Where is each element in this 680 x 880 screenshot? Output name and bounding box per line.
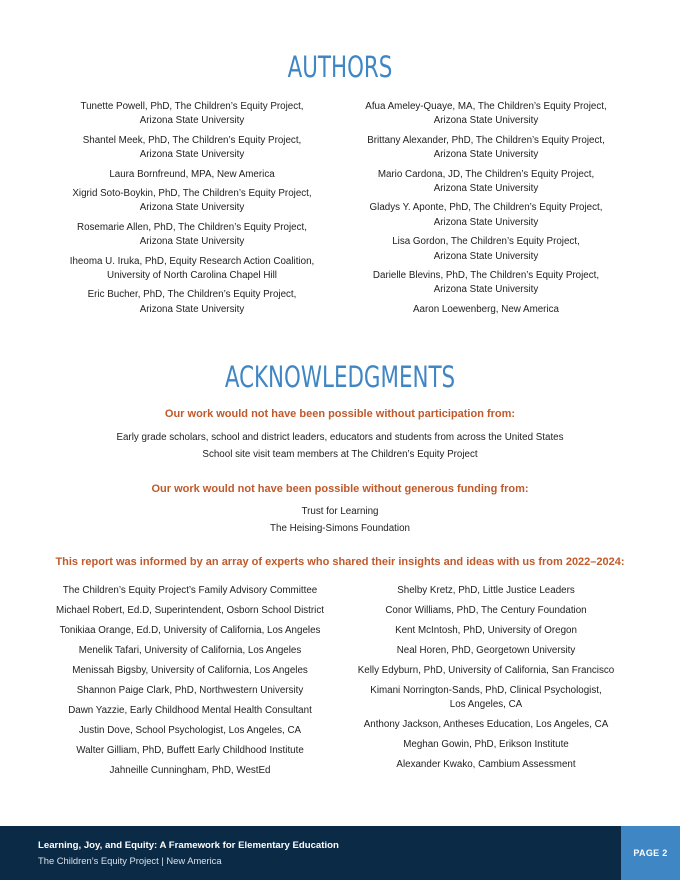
author-entry-line: Eric Bucher, PhD, The Children’s Equity Project,: [87, 289, 297, 301]
expert-entry: [336, 644, 636, 658]
expert-entry: [336, 718, 636, 732]
expert-entry: [336, 604, 636, 618]
expert-entry-line: Kelly Edyburn, PhD, University of California, San Francisco: [357, 665, 615, 676]
expert-entry-line: Kimani Norrington-Sands, PhD, Clinical Psychologist,: [370, 685, 602, 696]
expert-entry-line: Shannon Paige Clark, PhD, Northwestern University: [76, 685, 304, 696]
expert-entry-line: Michael Robert, Ed.D, Superintendent, Osborn School District: [56, 605, 324, 616]
expert-entry-line: Los Angeles, CA: [449, 699, 523, 710]
author-entry-line: University of North Carolina Chapel Hill: [107, 270, 277, 282]
funding-list: [0, 503, 680, 537]
expert-entry: [45, 704, 335, 718]
author-entry-line: Mario Cardona, JD, The Children’s Equity Project,: [377, 168, 595, 180]
author-entry-line: Gladys Y. Aponte, PhD, The Children’s Equity Project,: [369, 202, 603, 214]
expert-entry-line: Walter Gilliam, PhD, Buffett Early Childhood Institute: [76, 745, 304, 756]
author-entry: [52, 168, 332, 182]
author-entry-line: Shantel Meek, PhD, The Children’s Equity Project,: [82, 134, 302, 146]
expert-entry-line: Meghan Gowin, PhD, Erikson Institute: [403, 739, 569, 750]
expert-entry-line: Anthony Jackson, Antheses Education, Los Angeles, CA: [363, 719, 609, 730]
author-entry: [346, 168, 626, 197]
authors-heading: AUTHORS: [287, 50, 393, 84]
author-entry: [52, 134, 332, 163]
author-entry: [346, 134, 626, 163]
author-entry-line: Tunette Powell, PhD, The Children’s Equity Project,: [80, 101, 304, 112]
authors-left-column: [52, 100, 332, 322]
author-entry: [52, 288, 332, 317]
page-number-tab: PAGE 2: [621, 826, 680, 880]
expert-entry: [45, 604, 335, 618]
author-entry-line: Arizona State University: [139, 202, 245, 214]
participation-list: [0, 429, 680, 463]
author-entry: [52, 187, 332, 216]
expert-entry: [336, 684, 636, 712]
author-entry-line: Rosemarie Allen, PhD, The Children’s Equity Project,: [77, 221, 307, 233]
author-entry-line: Arizona State University: [433, 149, 539, 161]
participation-line: Early grade scholars, school and district leaders, educators and students from across the United States: [116, 432, 564, 443]
author-entry: [346, 201, 626, 230]
author-entry: [52, 221, 332, 250]
expert-entry: [336, 664, 636, 678]
expert-entry-line: Kent McIntosh, PhD, University of Oregon: [395, 625, 577, 636]
experts-right-column: [336, 584, 636, 778]
participation-line: School site visit team members at The Children’s Equity Project: [202, 449, 478, 460]
author-entry-line: Arizona State University: [433, 284, 539, 296]
author-entry: [346, 235, 626, 264]
author-entry: [52, 100, 332, 129]
author-entry-line: Arizona State University: [139, 236, 245, 248]
expert-entry-line: Shelby Kretz, PhD, Little Justice Leaders: [397, 585, 575, 596]
expert-entry-line: Conor Williams, PhD, The Century Foundation: [385, 605, 587, 616]
footer-bar: [0, 826, 621, 880]
expert-entry-line: Menelik Tafari, University of California, Los Angeles: [78, 645, 302, 656]
author-entry-line: Arizona State University: [433, 250, 539, 262]
expert-entry-line: Jahneille Cunningham, PhD, WestEd: [109, 765, 271, 776]
expert-entry: [45, 664, 335, 678]
author-entry-line: Lisa Gordon, The Children’s Equity Project,: [392, 236, 580, 248]
expert-entry: [336, 624, 636, 638]
expert-entry-line: The Children’s Equity Project’s Family Advisory Committee: [62, 585, 318, 596]
experts-heading: This report was informed by an array of experts who shared their insights and ideas with us from 2022–2024:: [55, 556, 625, 568]
expert-entry: [45, 584, 335, 598]
expert-entry: [45, 684, 335, 698]
author-entry-line: Arizona State University: [139, 303, 245, 315]
expert-entry: [45, 764, 335, 778]
expert-entry-line: Neal Horen, PhD, Georgetown University: [396, 645, 576, 656]
funder-line: The Heising-Simons Foundation: [270, 523, 410, 534]
expert-entry: [336, 758, 636, 772]
author-entry-line: Arizona State University: [433, 115, 539, 127]
author-entry-line: Xigrid Soto-Boykin, PhD, The Children’s Equity Project,: [72, 188, 312, 200]
acknowledgments-heading: ACKNOWLEDGMENTS: [224, 360, 456, 394]
author-entry-line: Arizona State University: [433, 183, 539, 195]
author-entry-line: Brittany Alexander, PhD, The Children’s Equity Project,: [367, 134, 605, 146]
author-entry: [346, 100, 626, 129]
expert-entry: [336, 584, 636, 598]
author-entry: [346, 303, 626, 317]
author-entry-line: Arizona State University: [139, 149, 245, 161]
expert-entry: [45, 624, 335, 638]
footer-publishers: The Children’s Equity Project | New America: [38, 855, 222, 866]
author-entry-line: Afua Ameley-Quaye, MA, The Children’s Equity Project,: [365, 101, 607, 112]
experts-left-column: [45, 584, 335, 784]
expert-entry-line: Dawn Yazzie, Early Childhood Mental Health Consultant: [68, 705, 312, 716]
author-entry-line: Aaron Loewenberg, New America: [413, 303, 559, 315]
author-entry-line: Iheoma U. Iruka, PhD, Equity Research Action Coalition,: [69, 255, 315, 267]
author-entry-line: Laura Bornfreund, MPA, New America: [109, 168, 275, 180]
footer-report-title: Learning, Joy, and Equity: A Framework for Elementary Education: [38, 840, 339, 851]
expert-entry-line: Alexander Kwako, Cambium Assessment: [396, 759, 576, 770]
author-entry: [346, 269, 626, 298]
expert-entry: [45, 744, 335, 758]
author-entry-line: Darielle Blevins, PhD, The Children’s Equity Project,: [372, 270, 600, 282]
author-entry-line: Arizona State University: [433, 216, 539, 228]
funding-heading: Our work would not have been possible without generous funding from:: [151, 483, 529, 495]
expert-entry-line: Menissah Bigsby, University of California, Los Angeles: [72, 665, 308, 676]
author-entry-line: Arizona State University: [139, 115, 245, 127]
author-entry: [52, 255, 332, 284]
expert-entry-line: Tonikiaa Orange, Ed.D, University of California, Los Angeles: [59, 625, 321, 636]
funder-line: Trust for Learning: [301, 506, 379, 517]
expert-entry-line: Justin Dove, School Psychologist, Los Angeles, CA: [78, 725, 302, 736]
expert-entry: [336, 738, 636, 752]
expert-entry: [45, 644, 335, 658]
participation-heading: Our work would not have been possible without participation from:: [164, 408, 516, 420]
authors-right-column: [346, 100, 626, 322]
expert-entry: [45, 724, 335, 738]
